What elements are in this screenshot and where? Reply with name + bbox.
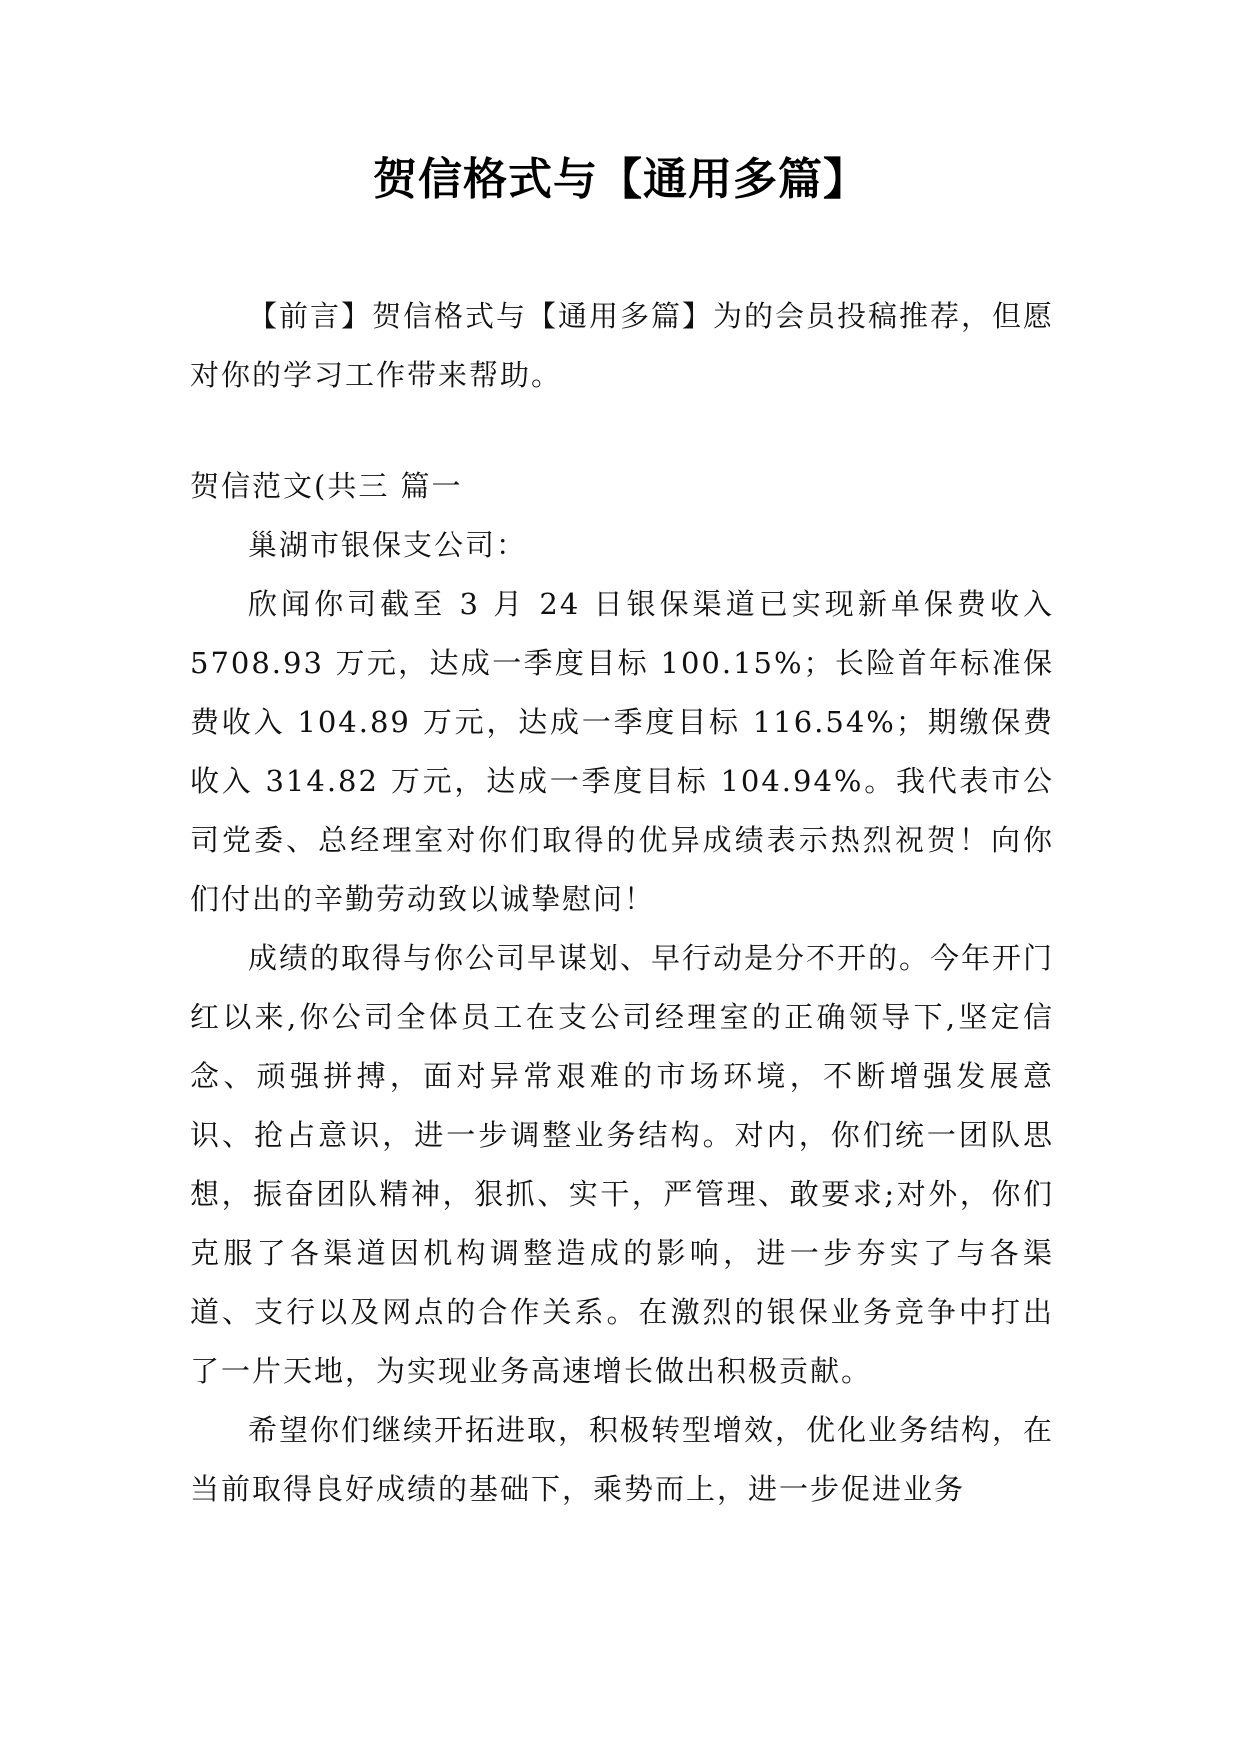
preface-paragraph: 【前言】贺信格式与【通用多篇】为的会员投稿推荐，但愿对你的学习工作带来帮助。 (190, 299, 1055, 392)
document-title: 贺信格式与【通用多篇】 (373, 154, 868, 205)
letter-paragraph-2: 成绩的取得与你公司早谋划、早行动是分不开的。今年开门红以来,你公司全体员工在支公司经理室的正确领导下,坚定信念、顽强拼搏，面对异常艰难的市场环境，不断增强发展意识、抢占意识，进一步调整业务结构。对内，你们统一团队思想，振奋团队精神，狠抓、实干，严管理、敢要求;对外，你们克服了各渠道因机构调整造成的影响，进一步夯实了与各渠道、支行以及网点的合作关系。在激烈的银保业务竞争中打出了一片天地，为实现业务高速增长做出积极贡献。 (190, 941, 1055, 1388)
preface-block (190, 287, 1054, 405)
salutation: 巢湖市银保支公司： (248, 528, 528, 562)
letter-paragraph-3: 希望你们继续开拓进取，积极转型增效，优化业务结构，在当前取得良好成绩的基础下，乘势而上，进一步促进业务 (190, 1413, 1055, 1506)
section-heading: 贺信范文(共三 篇一 (190, 469, 463, 503)
letter-paragraph-1: 欣闻你司截至 3 月 24 日银保渠道已实现新单保费收入 5708.93 万元，达成一季度目标 100.15%；长险首年标准保费收入 104.89 万元，达成一季度目标 116.54%；期缴保费收入 314.82 万元，达成一季度目标 104.94%。我代表市公司党委、总经理室对你们取得的优异成绩表示热烈祝贺！向你们付出的辛勤劳动致以诚挚慰问！ (190, 587, 1054, 916)
letter-body (190, 457, 1054, 1519)
